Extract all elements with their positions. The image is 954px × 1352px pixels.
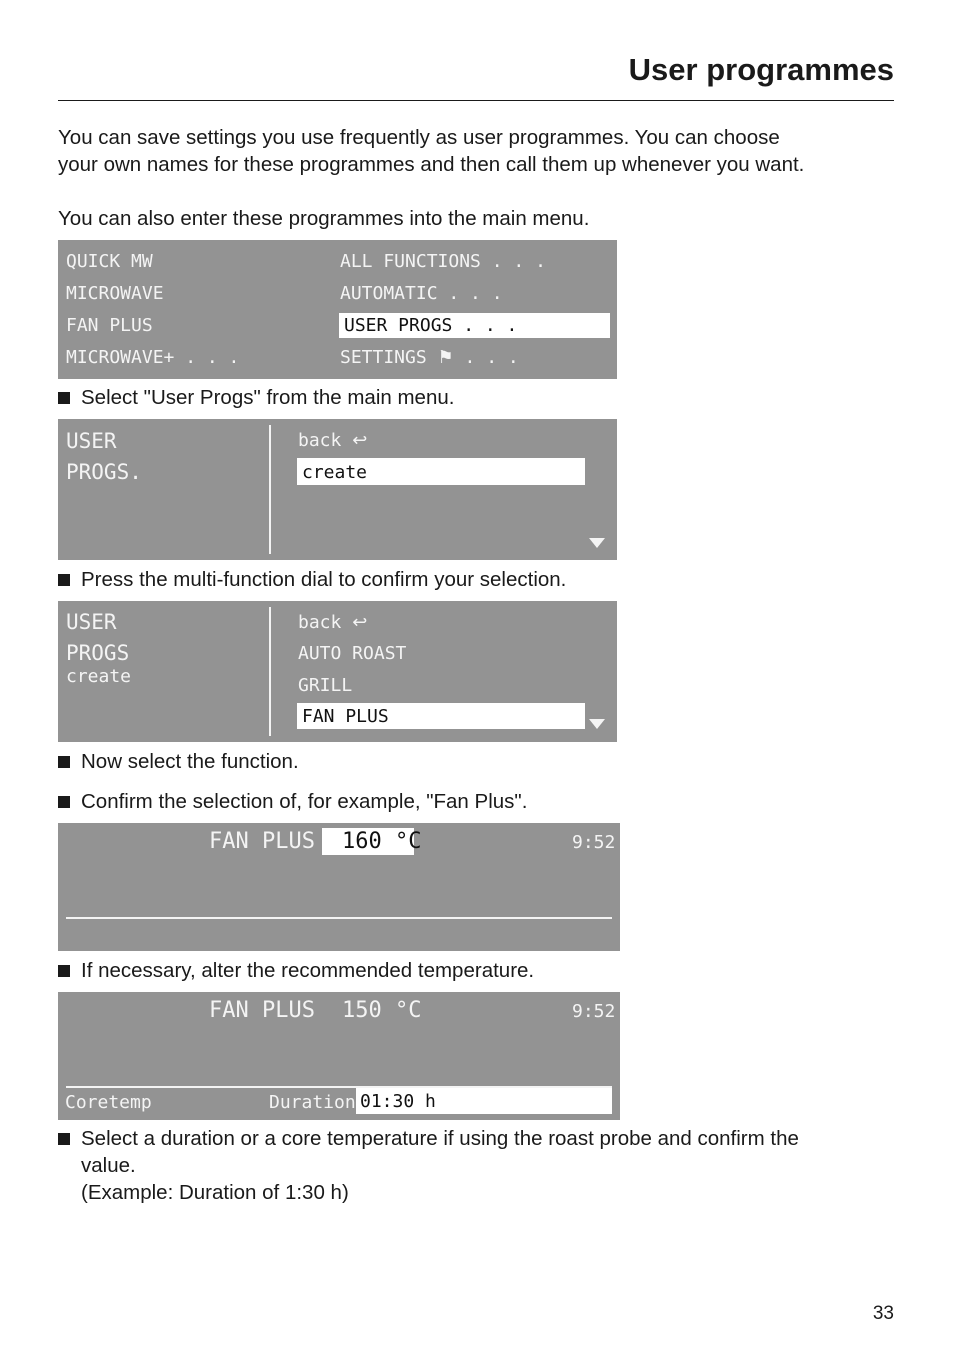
- bullet-square: [58, 574, 70, 586]
- screen-label: USER: [66, 610, 117, 634]
- clock-time: 9:52: [572, 1001, 616, 1022]
- divider-line: [269, 425, 271, 554]
- user-progs-create-display: [58, 601, 617, 742]
- function-item-fan-plus-highlight: [297, 703, 585, 729]
- flag-icon: ⚑: [437, 347, 454, 368]
- intro-line: your own names for these programmes and then call them up whenever you want.: [58, 153, 805, 176]
- temperature-highlight: [322, 828, 422, 855]
- coretemp-label: Coretemp: [65, 1092, 152, 1113]
- divider-line: [269, 607, 271, 736]
- fan-plus-duration-display: [58, 992, 620, 1120]
- screen-label: PROGS.: [66, 460, 142, 484]
- menu-item-user-progs-highlight: [339, 313, 610, 338]
- function-item-fan-plus: FAN PLUS: [302, 706, 389, 727]
- bullet-square: [58, 392, 70, 404]
- menu-item-microwave: MICROWAVE: [66, 283, 164, 304]
- duration-label: Duration: [269, 1092, 356, 1113]
- menu-item-settings-label: SETTINGS: [340, 347, 427, 368]
- back-label: back: [298, 612, 342, 633]
- bullet-square: [58, 796, 70, 808]
- divider-line: [66, 917, 612, 919]
- back-arrow-icon: ↩: [352, 430, 368, 451]
- back-item: [298, 612, 367, 633]
- instruction-line: (Example: Duration of 1:30 h): [81, 1181, 349, 1204]
- menu-item-all-functions: ALL FUNCTIONS . . .: [340, 251, 546, 272]
- menu-item-quick-mw: QUICK MW: [66, 251, 153, 272]
- bullet-square: [58, 756, 70, 768]
- menu-item-settings: [340, 347, 519, 368]
- instruction-line: Select a duration or a core temperature if using the roast probe and confirm the: [81, 1127, 799, 1150]
- instruction-text: [81, 1125, 896, 1206]
- back-arrow-icon: ↩: [352, 612, 368, 633]
- page-title: User programmes: [628, 52, 894, 87]
- instruction-text: Press the multi-function dial to confirm your selection.: [81, 568, 567, 591]
- screen-label: USER: [66, 429, 117, 453]
- temperature-value: 150 °C: [342, 998, 422, 1023]
- title-rule: [58, 100, 894, 101]
- function-name: FAN PLUS: [209, 829, 315, 854]
- instruction-text: Confirm the selection of, for example, "Fan Plus".: [81, 790, 528, 813]
- intro-paragraph-2: You can also enter these programmes into the main menu.: [58, 207, 590, 230]
- user-progs-display: [58, 419, 617, 560]
- instruction-text: Select "User Progs" from the main menu.: [81, 386, 455, 409]
- scroll-down-icon: [589, 538, 605, 548]
- function-item-grill: GRILL: [298, 675, 353, 696]
- page-number: 33: [872, 1303, 894, 1324]
- back-item: [298, 430, 367, 451]
- temperature-value: 160 °C: [342, 829, 422, 854]
- main-menu-display: [58, 240, 617, 379]
- screen-label: PROGS: [66, 641, 130, 665]
- bullet-square: [58, 1133, 70, 1145]
- clock-time: 9:52: [572, 832, 616, 853]
- menu-item-fan-plus: FAN PLUS: [66, 315, 153, 336]
- duration-highlight: [356, 1088, 612, 1114]
- fan-plus-temperature-display: [58, 823, 620, 951]
- intro-paragraph: [58, 124, 908, 178]
- menu-item-user-progs: USER PROGS . . .: [344, 315, 518, 336]
- function-name: FAN PLUS: [209, 998, 315, 1023]
- create-item: create: [302, 462, 368, 483]
- menu-item-settings-ellipsis: . . .: [464, 347, 519, 368]
- instruction-text: Now select the function.: [81, 750, 299, 773]
- menu-item-microwave-plus: MICROWAVE+ . . .: [66, 347, 240, 368]
- bullet-square: [58, 965, 70, 977]
- instruction-line: value.: [81, 1154, 136, 1177]
- menu-item-automatic: AUTOMATIC . . .: [340, 283, 503, 304]
- screen-sublabel: create: [66, 666, 132, 687]
- function-item-auto-roast: AUTO ROAST: [298, 643, 407, 664]
- create-item-highlight: [297, 458, 585, 485]
- instruction-text: If necessary, alter the recommended temperature.: [81, 959, 535, 982]
- scroll-down-icon: [589, 719, 605, 729]
- intro-line: You can save settings you use frequently as user programmes. You can choose: [58, 126, 780, 149]
- duration-value: 01:30 h: [360, 1091, 436, 1112]
- back-label: back: [298, 430, 342, 451]
